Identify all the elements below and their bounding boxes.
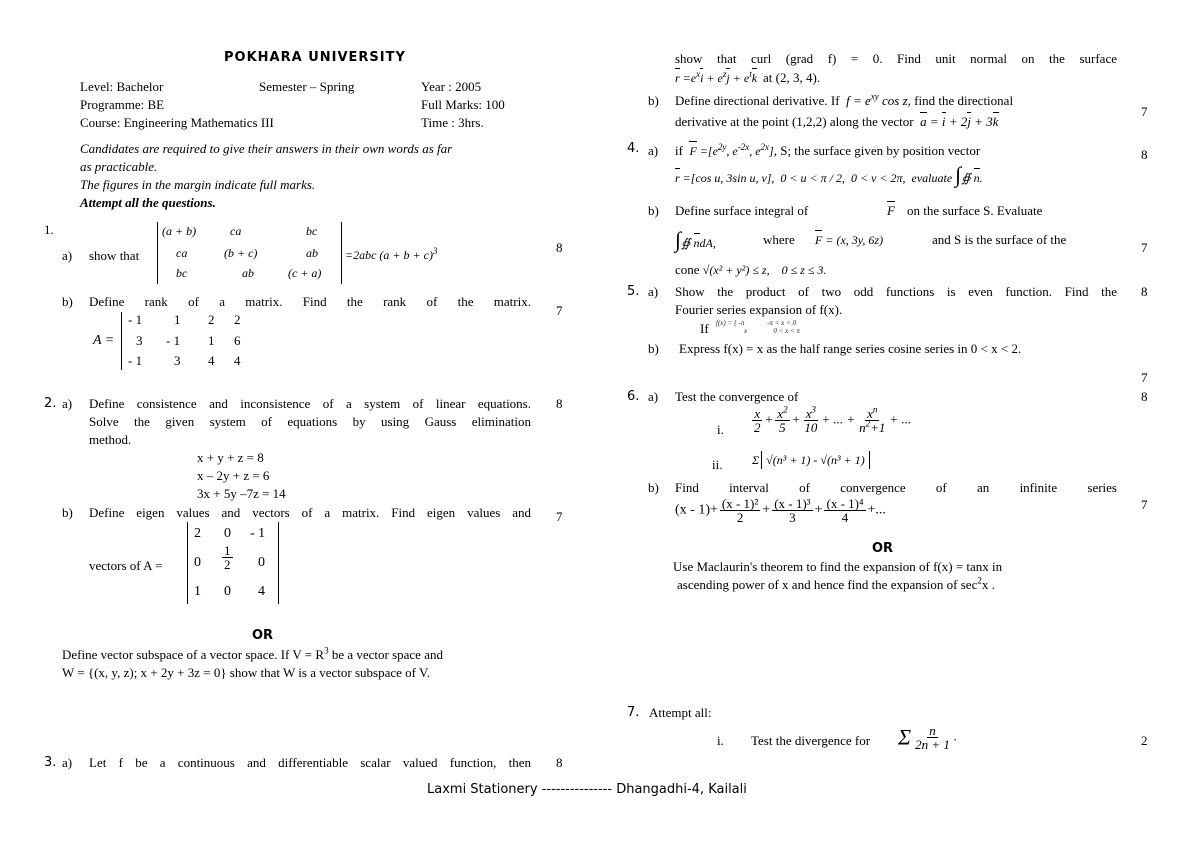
q1-number: 1. bbox=[44, 222, 54, 237]
q3a-continued-2: $r =e^xi + e^zj + e^tk$ at (2, 3, 4). bbox=[675, 69, 821, 85]
q6-number: 6. bbox=[627, 389, 640, 404]
q4a-marks: 8 bbox=[1141, 147, 1148, 162]
q1a-marks: 8 bbox=[556, 240, 563, 255]
f-vector-formula: F = (x, 3y, 6z) bbox=[815, 233, 884, 247]
q2a-line3: method. bbox=[89, 432, 132, 447]
q3a-marks: 8 bbox=[556, 755, 563, 770]
semester: Semester – Spring bbox=[259, 79, 355, 94]
q2-or-line2: W = {(x, y, z); x + 2y + 3z = 0} show that W is a vector subspace of V. bbox=[62, 665, 430, 680]
q5b-marks: 7 bbox=[1141, 370, 1148, 385]
q7-text: Attempt all: bbox=[649, 705, 712, 720]
q6b-marks: 7 bbox=[1141, 497, 1148, 512]
matrix-cell: 2 bbox=[194, 526, 201, 541]
det-cell: (c + a) bbox=[288, 266, 322, 280]
matrix-cell: 4 bbox=[258, 584, 265, 599]
q4b-label: b) bbox=[648, 203, 659, 218]
det-cell: (b + c) bbox=[224, 246, 258, 260]
q4-number: 4. bbox=[627, 141, 640, 156]
det-cell: ab bbox=[306, 246, 318, 260]
q2b-marks: 7 bbox=[556, 509, 563, 524]
q5a-if: If bbox=[700, 321, 709, 336]
matrix-cell: 2 bbox=[208, 312, 215, 327]
q2b-label: b) bbox=[62, 505, 73, 520]
programme: Programme: BE bbox=[80, 97, 165, 112]
matrix-cell: 1 bbox=[174, 312, 181, 327]
equation-2: x – 2y + z = 6 bbox=[197, 468, 270, 483]
matrix-cell: 2 bbox=[234, 312, 241, 327]
q4a-label: a) bbox=[648, 143, 659, 158]
q6-or: OR bbox=[872, 541, 894, 556]
piecewise-function: f(x) = { -π -π < x < 0 x 0 < x < π bbox=[716, 319, 800, 335]
surface-integral-formula: ∫∯ ndA, bbox=[675, 227, 716, 252]
series-i-formula: $\frac{x}{2}$ + $\frac{x^2}{5}$ + $\frac{x^3}{10}$ + ... + $\frac{x^n}{n^2+1}$ + ... bbox=[754, 404, 912, 435]
q4b-marks: 7 bbox=[1141, 240, 1148, 255]
q6-or-line2: ascending power of x and hence find the expansion of $\sec^2x$ . bbox=[677, 575, 995, 592]
q4b-line3: cone √(x² + y²) ≤ z, 0 ≤ z ≤ 3. bbox=[675, 262, 827, 277]
interval-series-formula: (x - 1)+ $\frac{\text{(x - 1)²}}{2}$ + $\frac{\text{(x - 1)³}}{3}$ + $\frac{\text{(x - 1)⁴}}{4}$ +... bbox=[675, 496, 886, 525]
divergence-formula: Σ $\frac{n}{2n + 1}$ . bbox=[898, 723, 958, 752]
attempt-all: Attempt all the questions. bbox=[80, 195, 216, 210]
integral-sign: ∫ bbox=[955, 162, 962, 187]
q6a-i: i. bbox=[717, 422, 724, 437]
q6a-marks: 8 bbox=[1141, 389, 1148, 404]
q3b-marks: 7 bbox=[1141, 104, 1148, 119]
det-cell: ca bbox=[230, 224, 242, 238]
q4a-line1: if $F =[e^{2y}$, $e^{-2x}$, $e^{2x}$], S; the surface given by position vector bbox=[675, 142, 981, 158]
q7-number: 7. bbox=[627, 705, 640, 720]
q6a-text: Test the convergence of bbox=[675, 389, 799, 404]
q2-or-line1: Define vector subspace of a vector space. If $V = R^3$ be a vector space and bbox=[62, 645, 443, 662]
q6a-label: a) bbox=[648, 389, 659, 404]
q7-i: i. bbox=[717, 733, 724, 748]
q2a-marks: 8 bbox=[556, 396, 563, 411]
position-vector-formula: r =[cos u, 3sin u, v], 0 < u < π / 2, 0 < v < 2π, evaluate ∫∯ n. bbox=[675, 162, 983, 187]
q4b-text1: Define surface integral of bbox=[675, 203, 809, 218]
integral-sign: ∫ bbox=[675, 227, 682, 252]
course: Course: Engineering Mathematics III bbox=[80, 115, 274, 130]
q5b-text: Express f(x) = x as the half range series cosine series in 0 < x < 2. bbox=[679, 341, 1022, 356]
series-ii-formula: Σ √(n³ + 1) - √(n³ + 1) bbox=[752, 452, 870, 468]
matrix-cell: 0 bbox=[258, 555, 265, 570]
q3b-line1: Define directional derivative. If $f = e^{xy}$ cos z, find the directional bbox=[675, 91, 1014, 108]
q2b-vectors: vectors of A = bbox=[89, 558, 163, 573]
det-cell: (a + b) bbox=[162, 224, 197, 238]
q6a-ii: ii. bbox=[712, 457, 723, 472]
q1a-label: a) bbox=[62, 248, 73, 263]
cone-formula: √(x² + y²) ≤ z, 0 ≤ z ≤ 3. bbox=[702, 263, 827, 277]
surface-formula: $r =e^xi + e^zj + e^tk$ bbox=[675, 69, 758, 85]
q5a-marks: 8 bbox=[1141, 284, 1148, 299]
vector-f-formula: $F =[e^{2y}$, $e^{-2x}$, $e^{2x}$] bbox=[689, 142, 774, 158]
matrix-cell: 3 bbox=[136, 333, 143, 348]
q3b-line2: derivative at the point (1,2,2) along the vector a = i + 2j + 3k bbox=[675, 114, 999, 129]
matrix-cell: 4 bbox=[208, 353, 215, 368]
q3a-text: Let f be a continuous and differentiable scalar valued function, then bbox=[89, 755, 531, 770]
footer: Laxmi Stationery --------------- Dhangadhi-4, Kailali bbox=[427, 782, 747, 797]
q3-number: 3. bbox=[44, 755, 57, 770]
q5a-line2: Fourier series expansion of f(x). bbox=[675, 302, 843, 317]
matrix-cell: 0 bbox=[194, 555, 201, 570]
matrix-cell-fraction: $\frac{1}{2}$ bbox=[224, 543, 231, 572]
instruction-2: as practicable. bbox=[80, 159, 158, 174]
q2a-line2: Solve the given system of equations by using Gauss elimination bbox=[89, 414, 531, 429]
instruction-3: The figures in the margin indicate full marks. bbox=[80, 177, 316, 192]
q5-number: 5. bbox=[627, 284, 640, 299]
eigen-matrix bbox=[187, 522, 279, 604]
q4b-text1b: on the surface S. Evaluate bbox=[907, 203, 1043, 218]
q1b-text: Define rank of a matrix. Find the rank of the matrix. bbox=[89, 294, 531, 309]
vector-f-symbol: F bbox=[887, 203, 895, 218]
det-cell: bc bbox=[176, 266, 188, 280]
matrix-cell: 1 bbox=[208, 333, 215, 348]
q5a-line1: Show the product of two odd functions is even function. Find the bbox=[675, 284, 1117, 299]
q1b-marks: 7 bbox=[556, 303, 563, 318]
matrix-cell: - 1 bbox=[128, 353, 143, 368]
q6b-label: b) bbox=[648, 480, 659, 495]
q3a-label: a) bbox=[62, 755, 73, 770]
q1b-label: b) bbox=[62, 294, 73, 309]
q1a-rhs: =2abc $(a + b + c)^3$ bbox=[345, 246, 438, 262]
q2-or: OR bbox=[252, 628, 274, 643]
matrix-cell: 0 bbox=[224, 526, 231, 541]
matrix-cell: 0 bbox=[224, 584, 231, 599]
level: Level: Bachelor bbox=[80, 79, 164, 94]
matrix-cell: - 1 bbox=[166, 333, 181, 348]
f-formula: $f = e^{xy}$ cos z bbox=[842, 91, 908, 108]
det-cell: ca bbox=[176, 246, 188, 260]
det-cell: bc bbox=[306, 224, 318, 238]
q2-number: 2. bbox=[44, 396, 57, 411]
time: Time : 3hrs. bbox=[421, 115, 484, 130]
q6-or-line1: Use Maclaurin's theorem to find the expansion of f(x) = tanx in bbox=[673, 559, 1003, 574]
det-cell: ab bbox=[242, 266, 254, 280]
q4b-text2: where bbox=[763, 232, 795, 247]
q7-i-text: Test the divergence for bbox=[751, 733, 871, 748]
instruction-1: Candidates are required to give their answers in their own words as far bbox=[80, 141, 453, 156]
matrix-cell: 3 bbox=[174, 353, 181, 368]
equation-1: x + y + z = 8 bbox=[197, 450, 264, 465]
q3a-continued-1: show that curl (grad f) = 0. Find unit normal on the surface bbox=[675, 51, 1117, 66]
q1b-matrix-name: A = bbox=[93, 333, 115, 348]
matrix-cell: - 1 bbox=[128, 312, 143, 327]
q2a-line1: Define consistence and inconsistence of a system of linear equations. bbox=[89, 396, 531, 411]
q2b-text: Define eigen values and vectors of a matrix. Find eigen values and bbox=[89, 505, 531, 520]
q7-i-marks: 2 bbox=[1141, 733, 1148, 748]
vector-a-formula: a = i + 2j + 3k bbox=[920, 114, 999, 129]
university-title: POKHARA UNIVERSITY bbox=[224, 50, 406, 65]
matrix-cell: - 1 bbox=[250, 526, 266, 541]
year: Year : 2005 bbox=[421, 79, 482, 94]
full-marks: Full Marks: 100 bbox=[421, 97, 505, 112]
q4b-text2b: and S is the surface of the bbox=[932, 232, 1067, 247]
equation-3: 3x + 5y –7z = 14 bbox=[197, 486, 286, 501]
q1b-matrix bbox=[121, 312, 246, 370]
q6b-text: Find interval of convergence of an infinite series bbox=[675, 480, 1117, 495]
q5b-label: b) bbox=[648, 341, 659, 356]
matrix-cell: 1 bbox=[194, 584, 201, 599]
matrix-cell: 4 bbox=[234, 353, 241, 368]
q3b-label: b) bbox=[648, 93, 659, 108]
q5a-label: a) bbox=[648, 284, 659, 299]
matrix-cell: 6 bbox=[234, 333, 241, 348]
q1a-text: show that bbox=[89, 248, 140, 263]
q2a-label: a) bbox=[62, 396, 73, 411]
q1a-determinant bbox=[157, 222, 342, 284]
